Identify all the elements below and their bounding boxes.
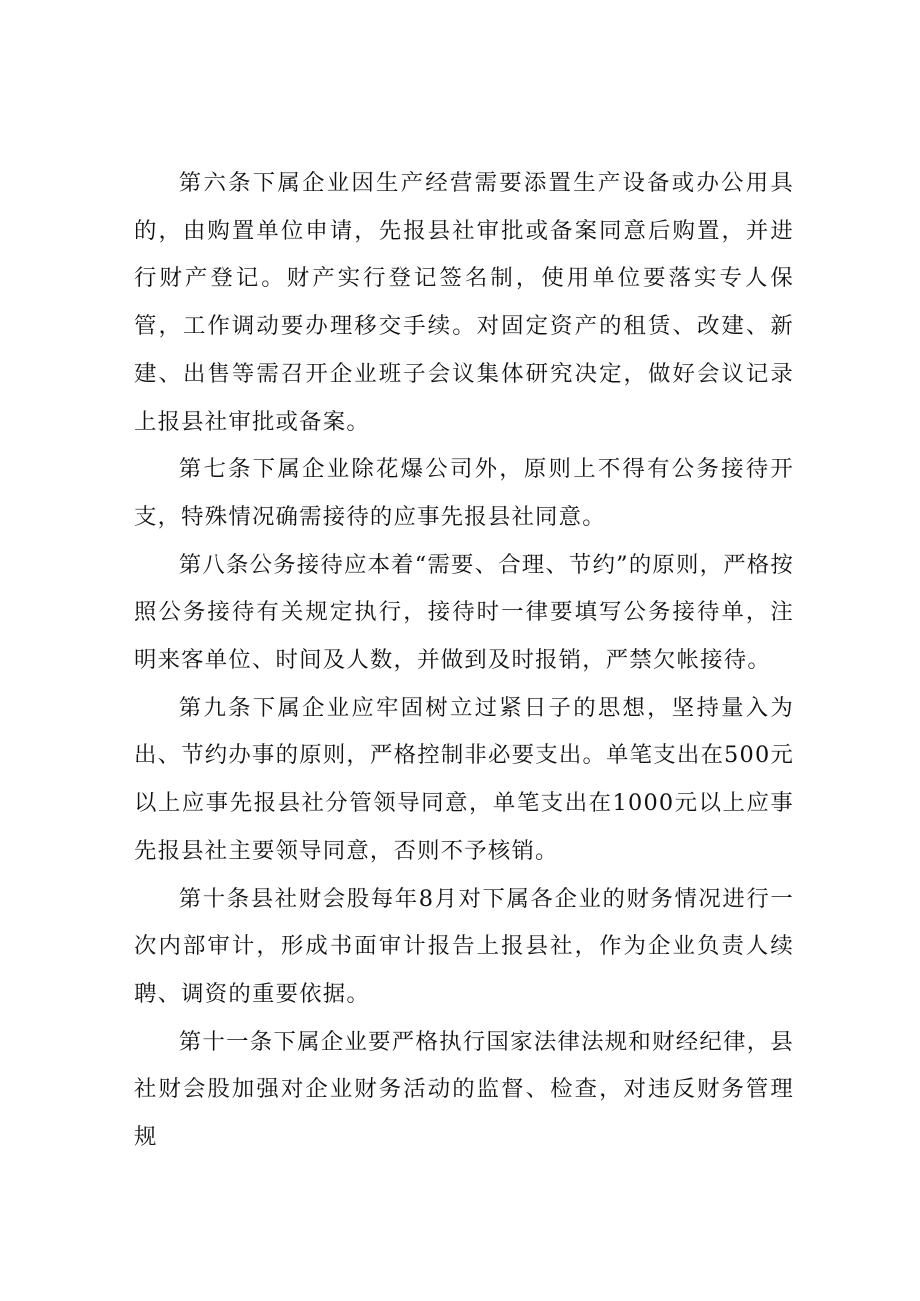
article-7-paragraph: 第七条下属企业除花爆公司外，原则上不得有公务接待开支，特殊情况确需接待的应事先报县社同意。 bbox=[134, 456, 794, 530]
document-body bbox=[134, 160, 794, 1162]
article-8-paragraph: 第八条公务接待应本着“需要、合理、节约”的原则，严格按照公务接待有关规定执行，接待时一律要填写公务接待单，注明来客单位、时间及人数，并做到及时报销，严禁欠帐接待。 bbox=[134, 551, 794, 674]
article-10-paragraph: 第十条县社财会股每年8月对下属各企业的财务情况进行一次内部审计，形成书面审计报告上报县社，作为企业负责人续聘、调资的重要依据。 bbox=[134, 885, 794, 1007]
article-9-paragraph: 第九条下属企业应牢固树立过紧日子的思想，坚持量入为出、节约办事的原则，严格控制非必要支出。单笔支出在500元以上应事先报县社分管领导同意，单笔支出在1000元以上应事先报县社主要领导同意，否则不予核销。 bbox=[134, 694, 794, 864]
article-11-paragraph: 第十一条下属企业要严格执行国家法律法规和财经纪律，县社财会股加强对企业财务活动的监督、检查，对违反财务管理规 bbox=[134, 1028, 794, 1151]
article-6-paragraph: 第六条下属企业因生产经营需要添置生产设备或办公用具的，由购置单位申请，先报县社审批或备案同意后购置，并进行财产登记。财产实行登记签名制，使用单位要落实专人保管，工作调动要办理移交手续。对固定资产的租赁、改建、新建、出售等需召开企业班子会议集体研究决定，做好会议记录上报县社审批或备案。 bbox=[134, 170, 794, 435]
